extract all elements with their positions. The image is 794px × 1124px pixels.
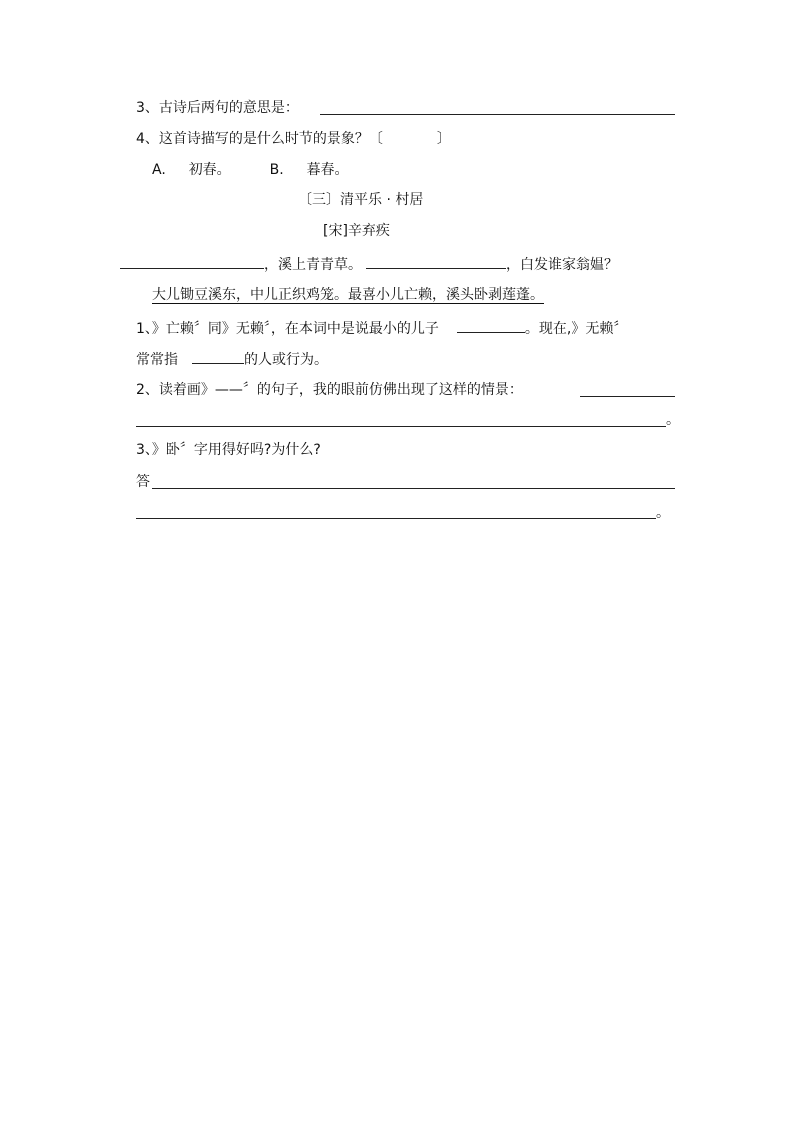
- poem-blank-1[interactable]: [120, 253, 264, 269]
- poem-line-1: [120, 253, 618, 273]
- poem-question-2-line: [136, 380, 523, 400]
- poem-question-1-text-d: 的人或行为。: [244, 352, 328, 368]
- question-3-text: 3、古诗后两句的意思是：: [136, 100, 299, 116]
- poem-question-1-text-a: 1、》亡赖〞同》无赖〞，在本词中是说最小的儿子: [136, 321, 439, 337]
- options-line: [152, 160, 349, 180]
- answer-blank-q3[interactable]: [320, 114, 675, 115]
- poem-question-2-blank-1[interactable]: [580, 396, 675, 397]
- poem-question-2-text: 2、读着画》——〞的句子，我的眼前仿佛出现了这样的情景：: [136, 382, 523, 398]
- poem-line-1-part-2: ，白发谁家翁媪？: [506, 257, 618, 273]
- option-a-text: 初春。: [188, 162, 231, 178]
- poem-author: [宋]辛弃疾: [323, 223, 390, 239]
- poem-line-2: 大儿锄豆溪东，中儿正织鸡笼。最喜小儿亡赖，溪头卧剥莲蓬。: [152, 287, 544, 303]
- answer-blank-1[interactable]: [152, 488, 675, 489]
- answer-end: 。: [656, 505, 670, 521]
- poem-question-2-blank-2[interactable]: [136, 426, 666, 427]
- question-3-line: [136, 98, 299, 118]
- poem-title: 〔三〕清平乐 · 村居: [298, 192, 424, 208]
- poem-question-3-text: 3、》卧〞字用得好吗?为什么?: [136, 442, 321, 458]
- poem-question-1-text-c: 常常指: [136, 352, 178, 368]
- question-4-text: 4、这首诗描写的是什么时节的景象？〔: [136, 131, 383, 147]
- answer-label: 答: [136, 474, 150, 490]
- poem-question-1-blank-2[interactable]: [192, 348, 244, 364]
- option-a-letter: A.: [152, 162, 166, 178]
- poem-question-1-blank-1[interactable]: [457, 317, 525, 333]
- question-4-line: [136, 129, 451, 149]
- question-4-close: 〕: [436, 131, 451, 147]
- poem-question-1-text-b: 。现在,》无赖〞: [524, 321, 628, 337]
- option-b-text: 暮春。: [306, 162, 349, 178]
- option-b-letter: B.: [269, 162, 284, 178]
- poem-question-2-end: 。: [666, 412, 680, 428]
- poem-blank-2[interactable]: [366, 253, 506, 269]
- poem-question-1-line-1: [136, 317, 627, 337]
- poem-question-1-line-2: [136, 348, 328, 368]
- poem-line-1-part-1: ，溪上青青草。: [264, 257, 362, 273]
- answer-blank-2[interactable]: [136, 518, 656, 519]
